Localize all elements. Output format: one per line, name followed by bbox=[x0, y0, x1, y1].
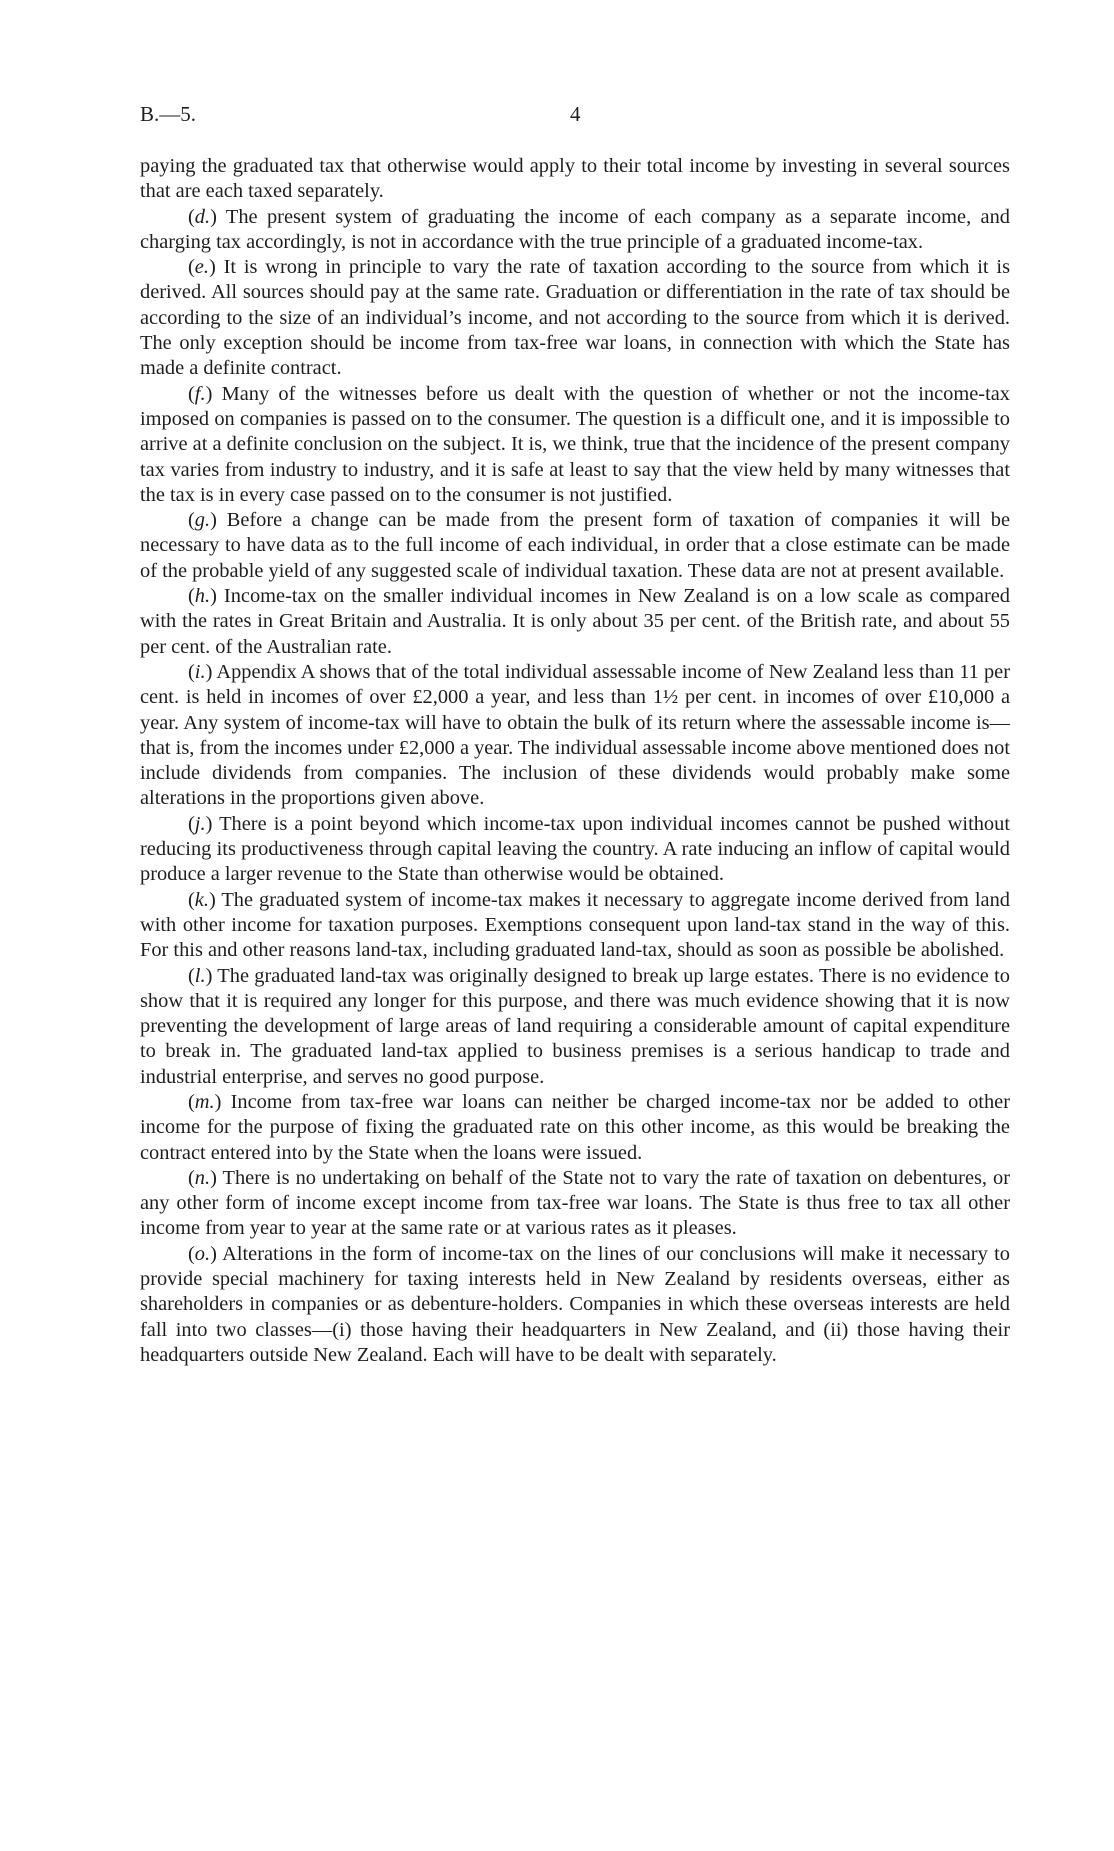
paragraph-text: Before a change can be made from the present form of taxation of companies it will be necessary to have data as to the full income of each individual, in order that a close estimate can be made of the probable yield of any suggested scale of individual taxation. These data are not at present available. bbox=[140, 509, 1011, 582]
paragraph-text: Income-tax on the smaller individual incomes in New Zealand is on a low scale as compared with the rates in Great Britain and Australia. It is only about 35 per cent. of the British rate, and about 55 per cent. of the Australian rate. bbox=[140, 585, 1010, 658]
paragraph-label: k. bbox=[194, 888, 209, 911]
paragraph-label: m. bbox=[194, 1090, 215, 1113]
paragraph-label: i. bbox=[194, 660, 206, 683]
paragraph-text: Income from tax-free war loans can neither be charged income-tax nor be added to other income for the purpose of fixing the graduated rate on this other income, as this would be breaking the contract entered into by the State when the loans were issued. bbox=[140, 1090, 1010, 1164]
body-text bbox=[140, 154, 1010, 1368]
paragraph-m: (m.) Income from tax-free war loans can neither be charged income-tax nor be added to other income for the purpose of fixing the graduated rate on this other income, as this would be breaking the contract entered into by the State when the loans were issued. bbox=[140, 1090, 1010, 1164]
paragraph-label: o. bbox=[194, 1242, 211, 1265]
paragraph-text: The present system of graduating the income of each company as a separate income, and charging tax accordingly, is not in accordance with the true principle of a graduated income-tax. bbox=[140, 205, 1010, 253]
paragraph-i: (i.) Appendix A shows that of the total individual assessable income of New Zealand less than 11 per cent. is held in incomes of over £2,000 a year, and less than 1½ per cent. in incomes of over £10,000 a year. Any system of income-tax will have to obtain the bulk of its return where the assessable income is—that is, from the incomes under £2,000 a year. The individual assessable income above mentioned does not include dividends from companies. The inclusion of these dividends would probably make some alterations in the proportions given above. bbox=[140, 660, 1010, 810]
paragraph-label: g. bbox=[194, 509, 211, 532]
paragraph-g: (g.) Before a change can be made from the present form of taxation of companies it will be necessary to have data as to the full income of each individual, in order that a close estimate can be made of the probable yield of any suggested scale of individual taxation. These data are not at present available. bbox=[140, 509, 1011, 582]
page-number: 4 bbox=[570, 102, 581, 126]
paragraph-label: f. bbox=[194, 382, 206, 405]
paragraph-n: (n.) There is no undertaking on behalf of the State not to vary the rate of taxation on debentures, or any other form of income except income from tax-free war loans. The State is thus free to tax all other income from year to year at the same rate or at various rates as it pleases. bbox=[140, 1166, 1010, 1240]
paragraph-text: Appendix A shows that of the total individual assessable income of New Zealand less than 11 per cent. is held in incomes of over £2,000 a year, and less than 1½ per cent. in incomes of over £10,000 a year. Any system of income-tax will have to obtain the bulk of its return where the assessable income is—that is, from the incomes under £2,000 a year. The individual assessable income above mentioned does not include dividends from companies. The inclusion of these dividends would probably make some alterations in the proportions given above. bbox=[140, 660, 1010, 810]
paragraph-l: (l.) The graduated land-tax was originally designed to break up large estates. There is no evidence to show that it is required any longer for this purpose, and there was much evidence showing that it is now preventing the development of large areas of land requiring a considerable amount of capital expenditure to break in. The graduated land-tax applied to business premises is a serious handicap to trade and industrial enterprise, and serves no good purpose. bbox=[140, 964, 1010, 1088]
paragraph-text: Many of the witnesses before us dealt with the question of whether or not the income-tax imposed on companies is passed on to the consumer. The question is a difficult one, and it is impossible to arrive at a definite conclusion on the subject. It is, we think, true that the incidence of the present company tax varies from industry to industry, and it is safe at least to say that the view held by many witnesses that the tax is in every case passed on to the consumer is not justified. bbox=[140, 382, 1010, 506]
paragraph-text: There is a point beyond which income-tax upon individual incomes cannot be pushed without reducing its productiveness through capital leaving the country. A rate inducing an inflow of capital would produce a larger revenue to the State than otherwise would be obtained. bbox=[140, 812, 1010, 886]
paragraph-label: n. bbox=[194, 1166, 211, 1189]
paragraph-k: (k.) The graduated system of income-tax makes it necessary to aggregate income derived from land with other income for taxation purposes. Exemptions consequent upon land-tax stand in the way of this. For this and other reasons land-tax, including graduated land-tax, should as soon as possible be abolished. bbox=[140, 888, 1010, 962]
paragraph-text: It is wrong in principle to vary the rate of taxation according to the source from which it is derived. All sources should pay at the same rate. Graduation or differentiation in the rate of tax should be according to the size of an individual’s income, and not according to the source from which it is derived. The only exception should be income from tax-free war loans, in connection with which the State has made a definite contract. bbox=[140, 256, 1011, 380]
paragraph-text: There is no undertaking on behalf of the State not to vary the rate of taxation on debentures, or any other form of income except income from tax-free war loans. The State is thus free to tax all other income from year to year at the same rate or at various rates as it pleases. bbox=[140, 1166, 1010, 1240]
paragraph-label: j. bbox=[194, 812, 206, 835]
continuation-paragraph: paying the graduated tax that otherwise would apply to their total income by investing in several sources that are each taxed separately. bbox=[140, 155, 1010, 203]
paragraph-label: d. bbox=[194, 205, 211, 228]
paragraph-f: (f.) Many of the witnesses before us dealt with the question of whether or not the income-tax imposed on companies is passed on to the consumer. The question is a difficult one, and it is impossible to arrive at a definite conclusion on the subject. It is, we think, true that the incidence of the present company tax varies from industry to industry, and it is safe at least to say that the view held by many witnesses that the tax is in every case passed on to the consumer is not justified. bbox=[140, 382, 1010, 506]
paragraph-label: l. bbox=[194, 964, 206, 987]
paragraph-j: (j.) There is a point beyond which income-tax upon individual incomes cannot be pushed without reducing its productiveness through capital leaving the country. A rate inducing an inflow of capital would produce a larger revenue to the State than otherwise would be obtained. bbox=[140, 812, 1010, 886]
document-reference: B.—5. bbox=[140, 102, 197, 126]
paragraph-text: The graduated system of income-tax makes it necessary to aggregate income derived from land with other income for taxation purposes. Exemptions consequent upon land-tax stand in the way of this. For this and other reasons land-tax, including graduated land-tax, should as soon as possible be abolished. bbox=[140, 888, 1010, 962]
paragraph-text: The graduated land-tax was originally designed to break up large estates. There is no evidence to show that it is required any longer for this purpose, and there was much evidence showing that it is now preventing the development of large areas of land requiring a considerable amount of capital expenditure to break in. The graduated land-tax applied to business premises is a serious handicap to trade and industrial enterprise, and serves no good purpose. bbox=[140, 964, 1010, 1088]
paragraph-label: e. bbox=[194, 256, 209, 279]
paragraph-label: h. bbox=[194, 585, 211, 608]
paragraph-h: (h.) Income-tax on the smaller individual incomes in New Zealand is on a low scale as compared with the rates in Great Britain and Australia. It is only about 35 per cent. of the British rate, and about 55 per cent. of the Australian rate. bbox=[140, 585, 1010, 658]
paragraph-e: (e.) It is wrong in principle to vary the rate of taxation according to the source from which it is derived. All sources should pay at the same rate. Graduation or differentiation in the rate of tax should be according to the size of an individual’s income, and not according to the source from which it is derived. The only exception should be income from tax-free war loans, in connection with which the State has made a definite contract. bbox=[140, 256, 1011, 380]
paragraph-text: Alterations in the form of income-tax on the lines of our conclusions will make it necessary to provide special machinery for taxing interests held in New Zealand by residents overseas, either as shareholders in companies or as debenture-holders. Companies in which these overseas interests are held fall into two classes—(i) those having their headquarters in New Zealand, and (ii) those having their headquarters outside New Zealand. Each will have to be dealt with separately. bbox=[140, 1242, 1010, 1366]
paragraph-d: (d.) The present system of graduating the income of each company as a separate income, and charging tax accordingly, is not in accordance with the true principle of a graduated income-tax. bbox=[140, 205, 1010, 253]
page-header bbox=[140, 102, 1010, 132]
paragraph-o: (o.) Alterations in the form of income-tax on the lines of our conclusions will make it necessary to provide special machinery for taxing interests held in New Zealand by residents overseas, either as shareholders in companies or as debenture-holders. Companies in which these overseas interests are held fall into two classes—(i) those having their headquarters in New Zealand, and (ii) those having their headquarters outside New Zealand. Each will have to be dealt with separately. bbox=[140, 1242, 1010, 1366]
